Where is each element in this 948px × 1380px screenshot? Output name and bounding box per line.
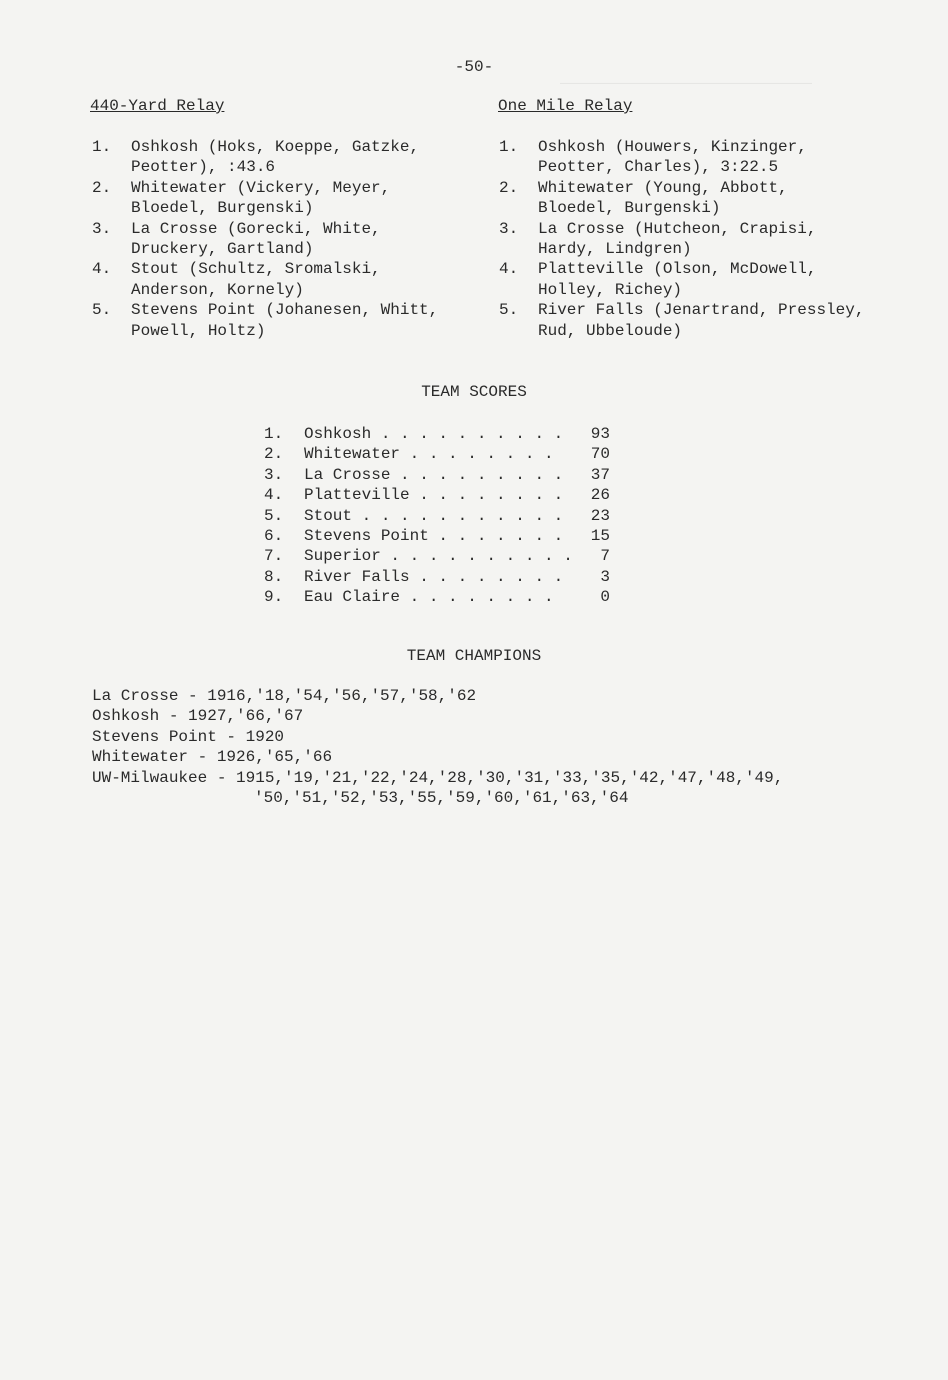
relay-mile-heading: One Mile Relay (498, 97, 633, 115)
score-value: 23 (590, 506, 610, 525)
score-value: 93 (590, 425, 610, 443)
score-value: 70 (590, 445, 610, 464)
score-value: 3 (600, 567, 610, 586)
score-rank: 7. (264, 547, 284, 566)
relay-mile-list (499, 137, 919, 341)
score-rank: 1. (264, 425, 284, 443)
score-rank: 5. (264, 506, 284, 525)
relay-team-line: Druckery, Gartland) (131, 240, 314, 259)
place-number: 5. (92, 301, 112, 320)
score-rank: 8. (264, 567, 284, 586)
champion-line: Whitewater - 1926,'65,'66 (92, 748, 333, 767)
score-team: La Crosse . . . . . . . . . (304, 465, 564, 484)
place-number: 5. (499, 301, 519, 320)
relay-entry (499, 300, 919, 341)
score-team: Stevens Point . . . . . . . (304, 526, 564, 545)
score-value: 37 (590, 465, 610, 484)
score-team: Platteville . . . . . . . . (304, 486, 564, 505)
relay-entry (92, 300, 492, 341)
score-rank: 9. (264, 588, 284, 607)
place-number: 4. (92, 260, 112, 279)
relay-team-line: Stout (Schultz, Sromalski, (131, 260, 381, 279)
score-team: Whitewater . . . . . . . . (304, 445, 554, 464)
relay-entry (499, 259, 919, 300)
relay-team-line: La Crosse (Hutcheon, Crapisi, (538, 219, 817, 238)
relay-team-line: Powell, Holtz) (131, 321, 266, 340)
relay-entry (499, 219, 919, 260)
score-rank: 3. (264, 465, 284, 484)
score-team: Eau Claire . . . . . . . . (304, 588, 554, 607)
team-scores-title: TEAM SCORES (421, 383, 527, 401)
relay-entry (92, 178, 492, 219)
score-value: 15 (590, 526, 610, 545)
place-number: 1. (499, 138, 519, 156)
relay-entry (92, 137, 492, 178)
team-champions-list (92, 686, 783, 808)
place-number: 2. (499, 178, 519, 197)
champion-line: La Crosse - 1916,'18,'54,'56,'57,'58,'62 (92, 687, 477, 705)
score-team: Oshkosh . . . . . . . . . . (304, 425, 564, 443)
champion-line: UW-Milwaukee - 1915,'19,'21,'22,'24,'28,'30,'31,'33,'35,'42,'47,'48,'49, (92, 768, 784, 787)
score-value: 26 (590, 486, 610, 505)
relay-team-line: Hardy, Lindgren) (538, 240, 692, 259)
relay-entry (499, 178, 919, 219)
score-team: Superior . . . . . . . . . . (304, 547, 573, 566)
page-number: -50- (454, 58, 494, 76)
relay-team-line: La Crosse (Gorecki, White, (131, 219, 381, 238)
relay-team-line: Whitewater (Young, Abbott, (538, 178, 788, 197)
place-number: 3. (92, 219, 112, 238)
relay-entry (92, 219, 492, 260)
relay-440-heading: 440-Yard Relay (90, 97, 225, 115)
score-rank: 4. (264, 486, 284, 505)
score-team: Stout . . . . . . . . . . . (304, 506, 564, 525)
relay-entry (92, 259, 492, 300)
place-number: 1. (92, 138, 112, 156)
relay-team-line: River Falls (Jenartrand, Pressley, (538, 301, 865, 320)
relay-team-line: Stevens Point (Johanesen, Whitt, (131, 301, 439, 320)
place-number: 2. (92, 178, 112, 197)
relay-entry (499, 137, 919, 178)
relay-team-line: Peotter, Charles), 3:22.5 (538, 158, 779, 177)
bleed-through-texture: ‾‾‾‾‾‾‾‾‾‾‾‾‾‾‾‾‾‾‾‾‾‾‾‾‾‾‾‾ (560, 82, 813, 99)
relay-team-line: Oshkosh (Hoks, Koeppe, Gatzke, (131, 138, 420, 156)
place-number: 4. (499, 260, 519, 279)
score-value: 7 (600, 547, 610, 566)
score-value: 0 (600, 588, 610, 607)
relay-440-list (92, 137, 492, 341)
relay-team-line: Whitewater (Vickery, Meyer, (131, 178, 391, 197)
relay-team-line: Anderson, Kornely) (131, 280, 304, 299)
score-team: River Falls . . . . . . . . (304, 567, 564, 586)
relay-team-line: Bloedel, Burgenski) (538, 199, 721, 218)
champion-line: Stevens Point - 1920 (92, 727, 285, 746)
place-number: 3. (499, 219, 519, 238)
relay-team-line: Oshkosh (Houwers, Kinzinger, (538, 138, 807, 156)
relay-team-line: Holley, Richey) (538, 280, 683, 299)
relay-team-line: Rud, Ubbeloude) (538, 321, 683, 340)
team-champions-title: TEAM CHAMPIONS (406, 647, 542, 665)
score-rank: 6. (264, 526, 284, 545)
champion-line: Oshkosh - 1927,'66,'67 (92, 707, 304, 726)
relay-team-line: Platteville (Olson, McDowell, (538, 260, 817, 279)
champion-line-continuation: '50,'51,'52,'53,'55,'59,'60,'61,'63,'64 (254, 789, 629, 808)
relay-team-line: Peotter), :43.6 (131, 158, 276, 177)
score-rank: 2. (264, 445, 284, 464)
relay-team-line: Bloedel, Burgenski) (131, 199, 314, 218)
